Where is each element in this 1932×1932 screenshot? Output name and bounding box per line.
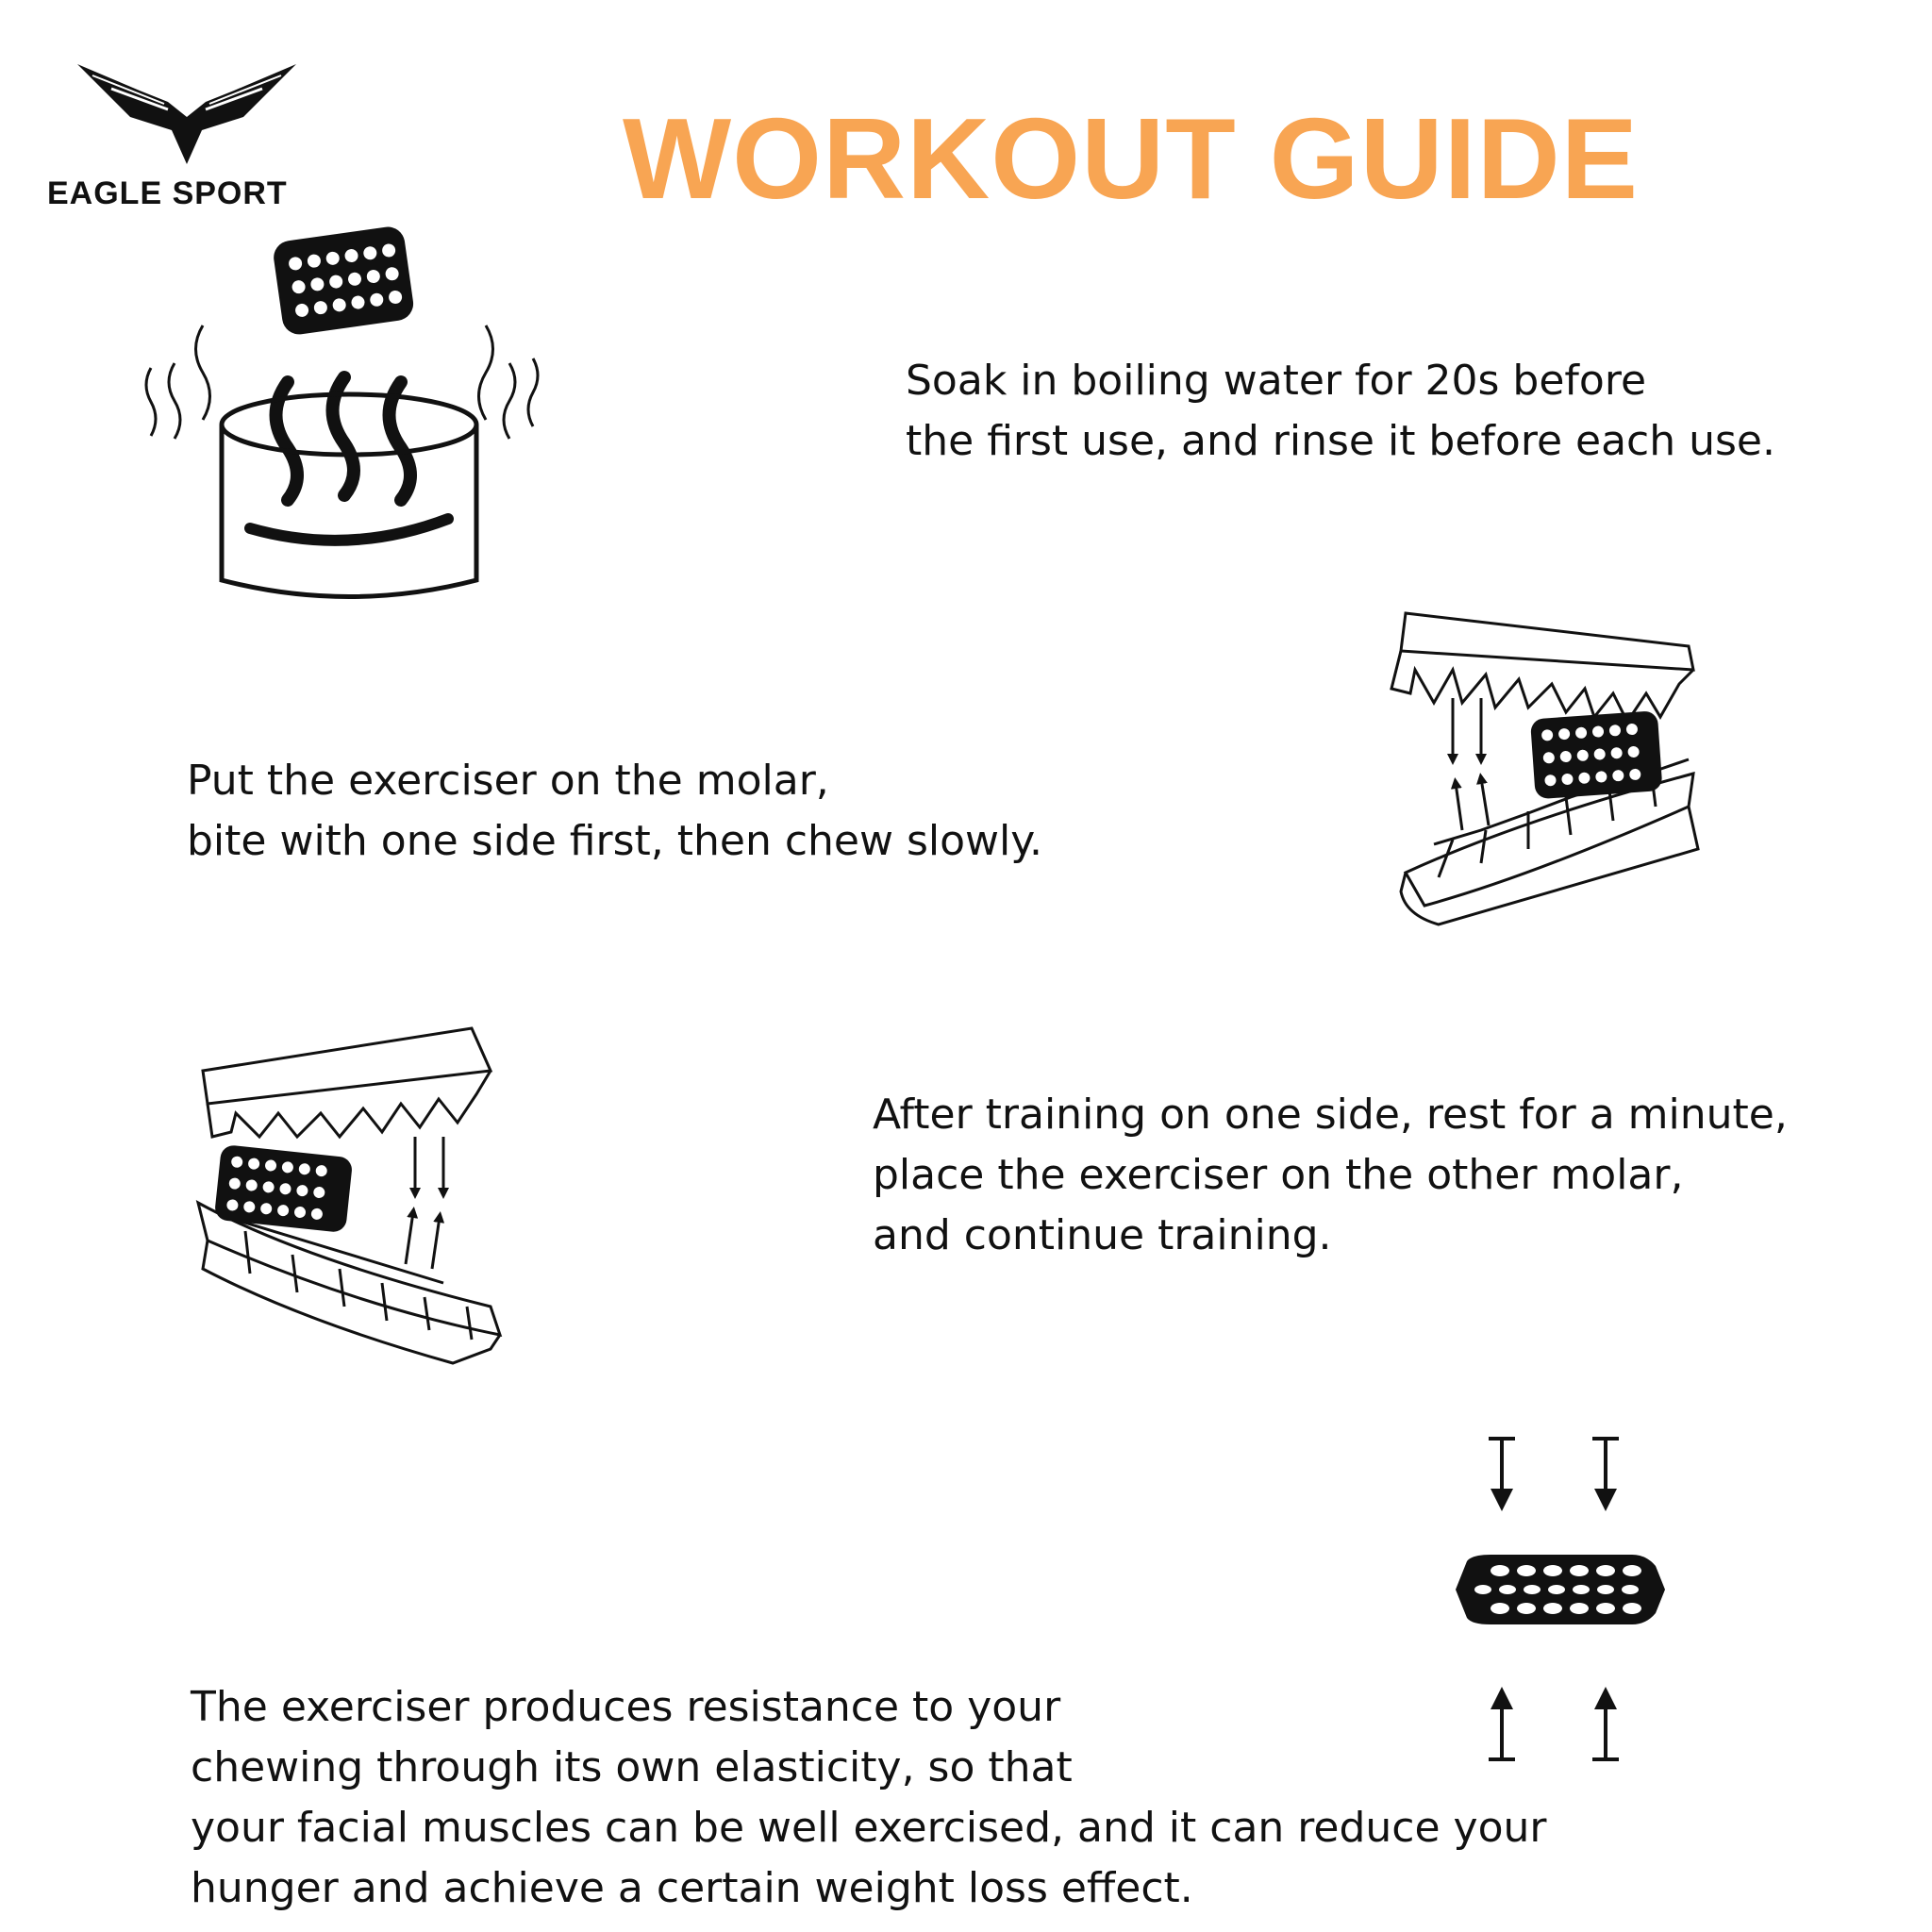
step-1-text: Soak in boiling water for 20s before the first use, and rinse it before each use. bbox=[906, 357, 1775, 465]
step-2-text: Put the exerciser on the molar, bite with one side first, then chew slowly. bbox=[187, 757, 1042, 865]
page-title: WORKOUT GUIDE bbox=[623, 94, 1640, 223]
step-4-text: The exerciser produces resistance to your chewing through its own elasticity, so that your facial muscles can be well exercised, and it can reduce your hunger and achieve a certain weight loss effect. bbox=[191, 1683, 1547, 1912]
step-3-text: After training on one side, rest for a minute, place the exerciser on the other molar, and continue training. bbox=[873, 1091, 1788, 1259]
teeth-bite-icon bbox=[1387, 594, 1707, 934]
eagle-icon bbox=[74, 62, 300, 166]
boiling-pot-icon bbox=[146, 236, 552, 613]
teeth-bite-icon bbox=[189, 1024, 509, 1373]
brand-name: EAGLE SPORT bbox=[47, 175, 288, 211]
